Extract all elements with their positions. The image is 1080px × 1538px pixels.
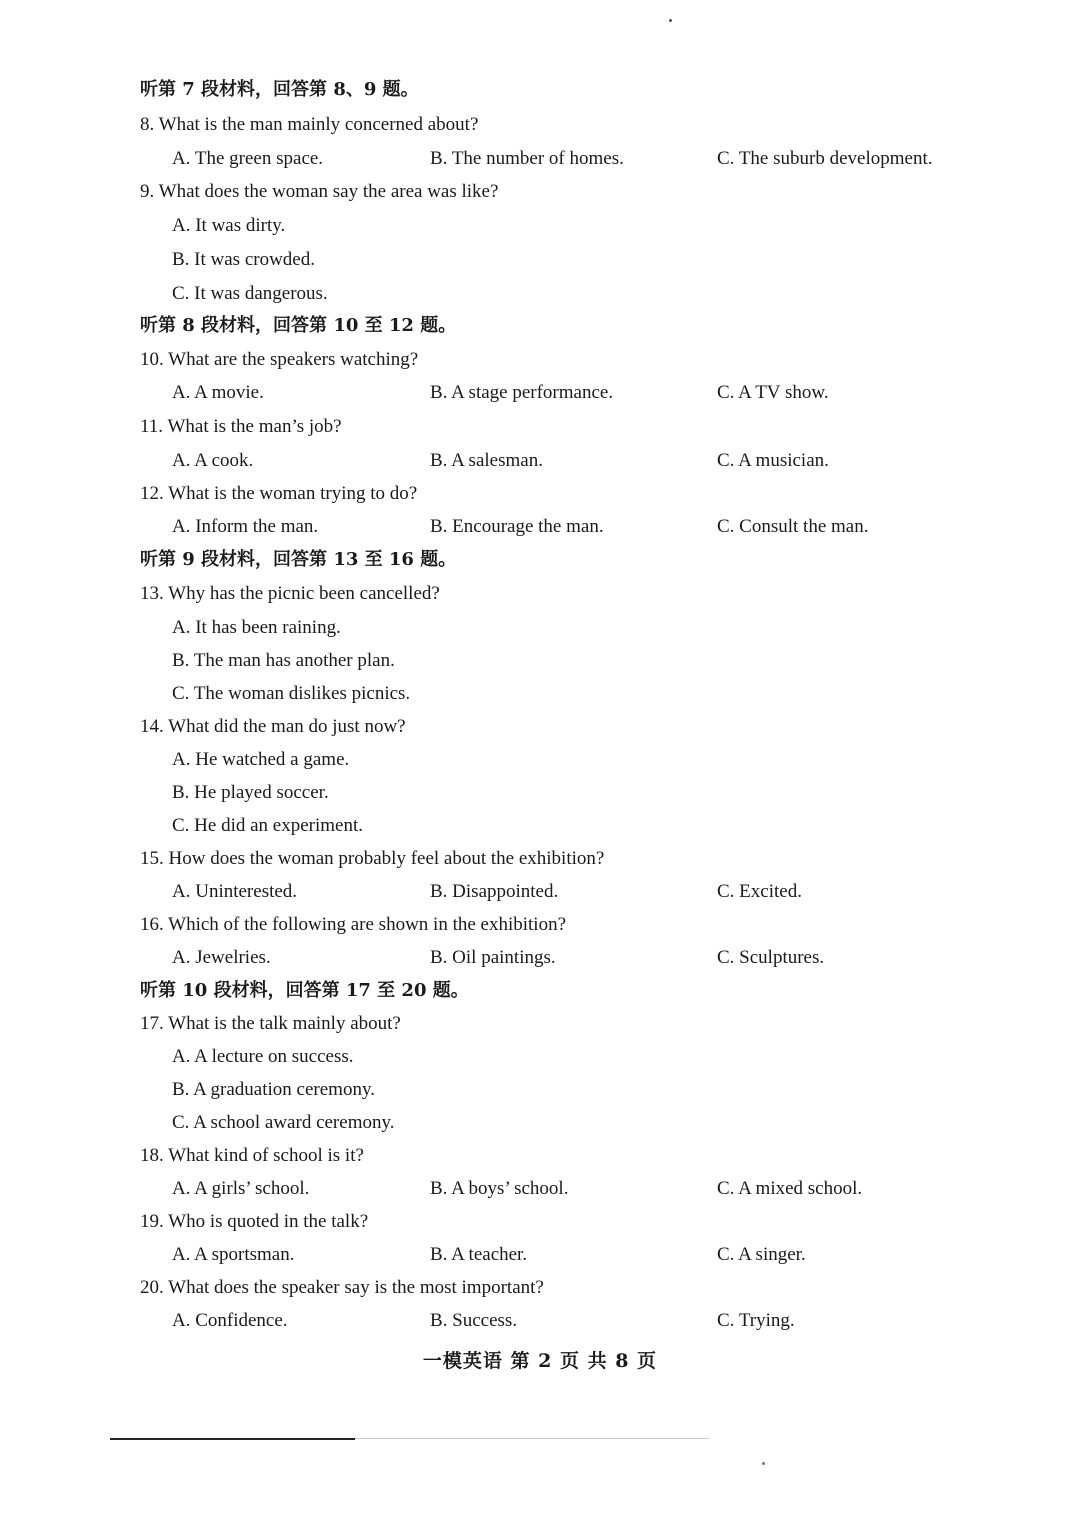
option-17b: B. A graduation ceremony. bbox=[172, 1079, 375, 1100]
option-17a: A. A lecture on success. bbox=[172, 1046, 354, 1067]
option-20b: B. Success. bbox=[430, 1310, 518, 1331]
option-9a: A. It was dirty. bbox=[172, 215, 286, 236]
option-8c: C. The suburb development. bbox=[717, 148, 933, 169]
question-11: 11. What is the man’s job? bbox=[140, 416, 342, 437]
option-19a: A. A sportsman. bbox=[172, 1244, 295, 1265]
option-11c: C. A musician. bbox=[717, 450, 829, 471]
question-9: 9. What does the woman say the area was like? bbox=[140, 181, 499, 202]
question-14: 14. What did the man do just now? bbox=[140, 716, 406, 737]
option-20a: A. Confidence. bbox=[172, 1310, 288, 1331]
option-10a: A. A movie. bbox=[172, 382, 264, 403]
section-heading-9: 听第 9 段材料，回答第 13 至 16 题。 bbox=[140, 549, 457, 570]
option-18a: A. A girls’ school. bbox=[172, 1178, 310, 1199]
question-18: 18. What kind of school is it? bbox=[140, 1145, 364, 1166]
option-16c: C. Sculptures. bbox=[717, 947, 825, 968]
question-17: 17. What is the talk mainly about? bbox=[140, 1013, 401, 1034]
option-10c: C. A TV show. bbox=[717, 382, 829, 403]
question-15: 15. How does the woman probably feel about the exhibition? bbox=[140, 848, 605, 869]
option-14a: A. He watched a game. bbox=[172, 749, 350, 770]
question-12: 12. What is the woman trying to do? bbox=[140, 483, 418, 504]
option-15c: C. Excited. bbox=[717, 881, 802, 902]
question-10: 10. What are the speakers watching? bbox=[140, 349, 419, 370]
question-16: 16. Which of the following are shown in the exhibition? bbox=[140, 914, 567, 935]
scan-speck bbox=[669, 19, 672, 22]
question-19: 19. Who is quoted in the talk? bbox=[140, 1211, 369, 1232]
bottom-rule bbox=[110, 1438, 355, 1440]
option-15a: A. Uninterested. bbox=[172, 881, 298, 902]
option-12c: C. Consult the man. bbox=[717, 516, 869, 537]
section-heading-7: 听第 7 段材料，回答第 8、9 题。 bbox=[140, 79, 419, 100]
option-20c: C. Trying. bbox=[717, 1310, 795, 1331]
option-12b: B. Encourage the man. bbox=[430, 516, 604, 537]
question-13: 13. Why has the picnic been cancelled? bbox=[140, 583, 440, 604]
option-14c: C. He did an experiment. bbox=[172, 815, 364, 836]
option-10b: B. A stage performance. bbox=[430, 382, 614, 403]
scan-speck bbox=[762, 1462, 765, 1465]
option-19b: B. A teacher. bbox=[430, 1244, 528, 1265]
option-19c: C. A singer. bbox=[717, 1244, 806, 1265]
option-11b: B. A salesman. bbox=[430, 450, 543, 471]
option-9b: B. It was crowded. bbox=[172, 249, 315, 270]
option-15b: B. Disappointed. bbox=[430, 881, 559, 902]
section-heading-10: 听第 10 段材料，回答第 17 至 20 题。 bbox=[140, 980, 469, 1001]
option-14b: B. He played soccer. bbox=[172, 782, 329, 803]
section-heading-8: 听第 8 段材料，回答第 10 至 12 题。 bbox=[140, 315, 457, 336]
option-12a: A. Inform the man. bbox=[172, 516, 319, 537]
option-11a: A. A cook. bbox=[172, 450, 254, 471]
question-8: 8. What is the man mainly concerned about? bbox=[140, 114, 479, 135]
option-18b: B. A boys’ school. bbox=[430, 1178, 569, 1199]
option-17c: C. A school award ceremony. bbox=[172, 1112, 395, 1133]
option-13b: B. The man has another plan. bbox=[172, 650, 395, 671]
option-8a: A. The green space. bbox=[172, 148, 324, 169]
question-20: 20. What does the speaker say is the most important? bbox=[140, 1277, 544, 1298]
page-footer: 一模英语 第 2 页 共 8 页 bbox=[422, 1350, 658, 1372]
option-8b: B. The number of homes. bbox=[430, 148, 624, 169]
option-16b: B. Oil paintings. bbox=[430, 947, 556, 968]
option-16a: A. Jewelries. bbox=[172, 947, 271, 968]
option-13c: C. The woman dislikes picnics. bbox=[172, 683, 411, 704]
option-9c: C. It was dangerous. bbox=[172, 283, 328, 304]
option-18c: C. A mixed school. bbox=[717, 1178, 863, 1199]
bottom-rule-faint bbox=[355, 1438, 710, 1439]
option-13a: A. It has been raining. bbox=[172, 617, 341, 638]
